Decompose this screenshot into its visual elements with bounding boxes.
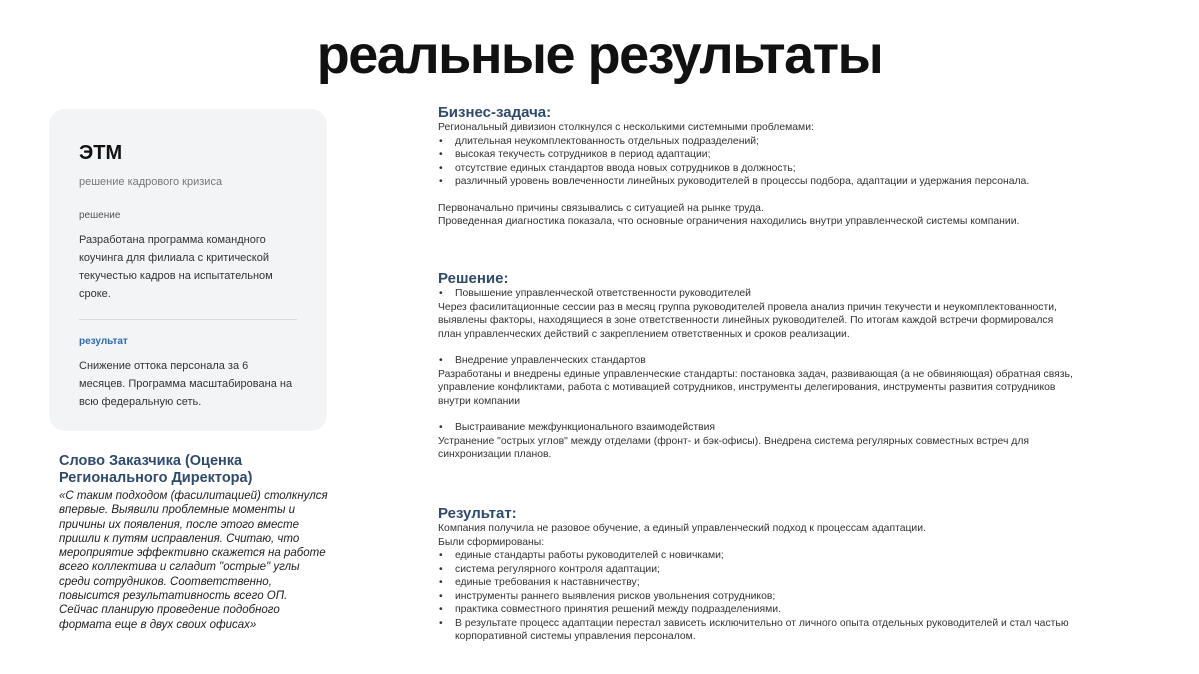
list-item: • различный уровень вовлеченности линейных руководителей в процессы подбора, адаптации и удержания персонала.: [438, 175, 1078, 189]
solution-text: Разработаны и внедрены единые управленческие стандарты: постановка задач, развивающая (а не обвиняющая) обратная связь, управление конфликтами, работа с мотивацией сотрудников, инструменты делегирования, инструменты развития сотрудников внутри компании: [438, 368, 1073, 407]
list-item: • инструменты раннего выявления рисков увольнения сотрудников;: [438, 590, 1078, 604]
business-task-note: Проведенная диагностика показала, что основные ограничения находились внутри управленческой системы компании.: [438, 216, 1020, 227]
spacer: [438, 341, 1078, 354]
spacer: [438, 408, 1078, 421]
business-task-note: Первоначально причины связывались с ситуацией на рынке труда.: [438, 202, 764, 214]
result-heading: Результат:: [438, 505, 517, 522]
list-item: • В результате процесс адаптации перестал зависеть исключительно от личного опыта отдельных руководителей и стал частью корпоративной системы управления персоналом.: [438, 617, 1078, 644]
result-section: [438, 506, 1078, 644]
list-item: • длительная неукомплектованность отдельных подразделений;: [438, 135, 1078, 149]
result-list: [438, 549, 1078, 644]
solution-bullet-list: [438, 287, 1078, 301]
card-solution-text: Разработана программа командного коучинга для филиала с критической текучестью кадров на испытательном сроке.: [79, 234, 273, 300]
card-divider: [79, 319, 297, 320]
customer-quote: [59, 453, 329, 632]
result-intro: Компания получила не разовое обучение, а единый управленческий подход к процессам адаптации.: [438, 523, 926, 534]
solution-bullet: • Повышение управленческой ответственности руководителей: [438, 287, 1078, 301]
solution-text: Через фасилитационные сессии раз в месяц группа руководителей провела анализ причин текучести и неукомплектованности, выявлены факторы, находящиеся в зоне ответственности линейных руководителей. По итогам каждой встречи формировался план управленческих действий с закреплением ответственных и сроков реализации.: [438, 301, 1057, 340]
list-item: • система регулярного контроля адаптации;: [438, 563, 1078, 577]
quote-heading: Слово Заказчика (Оценка Регионального Директора): [59, 453, 253, 486]
card-result-label: результат: [79, 336, 128, 347]
list-item: • единые стандарты работы руководителей с новичками;: [438, 549, 1078, 563]
solution-bullet-list: [438, 421, 1078, 435]
card-company-name: ЭТМ: [79, 142, 123, 164]
list-item: • единые требования к наставничеству;: [438, 576, 1078, 590]
business-task-intro: Региональный дивизион столкнулся с несколькими системными проблемами:: [438, 122, 814, 133]
solution-bullet: • Выстраивание межфункционального взаимодействия: [438, 421, 1078, 435]
list-item: • отсутствие единых стандартов ввода новых сотрудников в должность;: [438, 162, 1078, 176]
solution-section: [438, 271, 1078, 462]
result-intro: Были сформированы:: [438, 536, 545, 548]
list-item: • высокая текучесть сотрудников в период адаптации;: [438, 148, 1078, 162]
page-title: реальные результаты: [316, 25, 883, 85]
spacer: [438, 189, 1078, 202]
quote-text: «С таким подходом (фасилитацией) столкнулся впервые. Выявили проблемные моменты и причины их появления, после этого вместе пришли к путям исправления. Считаю, что мероприятие эффективно скажется на работе всего коллектива и сгладит "острые" углы среди сотрудников. Соответственно, повысится результативность всего ОП. Сейчас планирую проведение подобного формата еще в двух своих офисах»: [59, 490, 328, 631]
list-item: • практика совместного принятия решений между подразделениями.: [438, 603, 1078, 617]
card-subtitle: решение кадрового кризиса: [79, 176, 223, 188]
solution-text: Устранение "острых углов" между отделами (фронт- и бэк-офисы). Внедрена система регулярных совместных встреч для синхронизации планов.: [438, 435, 1030, 460]
card-solution-label: решение: [79, 210, 121, 221]
business-task-list: [438, 135, 1078, 189]
case-card: [49, 109, 327, 431]
solution-bullet: • Внедрение управленческих стандартов: [438, 354, 1078, 368]
solution-bullet-list: [438, 354, 1078, 368]
business-task-section: [438, 105, 1078, 229]
card-result-text: Снижение оттока персонала за 6 месяцев. Программа масштабирована на всю федеральную сеть.: [79, 360, 293, 408]
solution-heading: Решение:: [438, 270, 509, 287]
business-task-heading: Бизнес-задача:: [438, 104, 552, 121]
